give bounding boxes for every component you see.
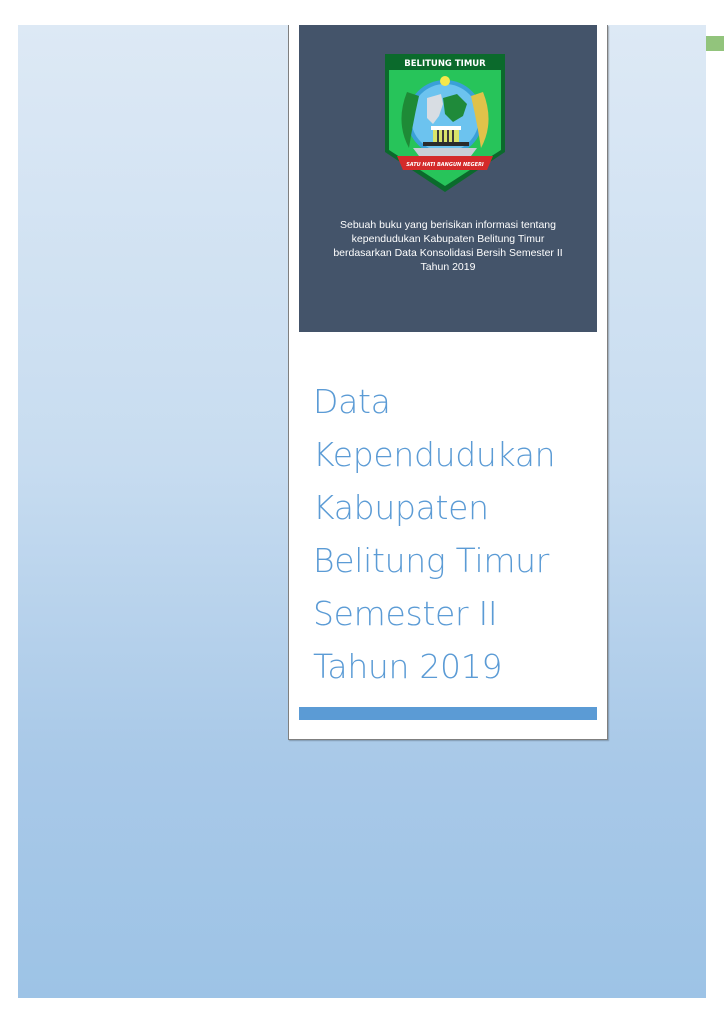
title-line: Semester II <box>313 594 498 633</box>
corner-marker <box>706 36 724 51</box>
subtitle-line: Sebuah buku yang berisikan informasi tentang <box>340 219 556 231</box>
regency-coat-of-arms-icon <box>383 52 507 194</box>
title-line: Data <box>313 382 391 421</box>
subtitle-line: Tahun 2019 <box>420 261 476 273</box>
subtitle-line: berdasarkan Data Konsolidasi Bersih Semester II <box>333 247 563 259</box>
title-line: Kabupaten <box>313 488 489 527</box>
cover-subtitle <box>309 218 587 274</box>
subtitle-line: kependudukan Kabupaten Belitung Timur <box>351 233 545 245</box>
title-line: Tahun 2019 <box>313 647 503 686</box>
cover-title <box>313 375 603 693</box>
header-panel <box>299 25 597 332</box>
cover-card <box>288 25 608 740</box>
logo-motto-text: SATU HATI BANGUN NEGERI <box>406 162 484 168</box>
logo-banner-text: BELITUNG TIMUR <box>404 59 486 69</box>
title-line: Belitung Timur <box>313 541 550 580</box>
title-line: Kependudukan <box>313 435 556 474</box>
accent-bar <box>299 707 597 720</box>
